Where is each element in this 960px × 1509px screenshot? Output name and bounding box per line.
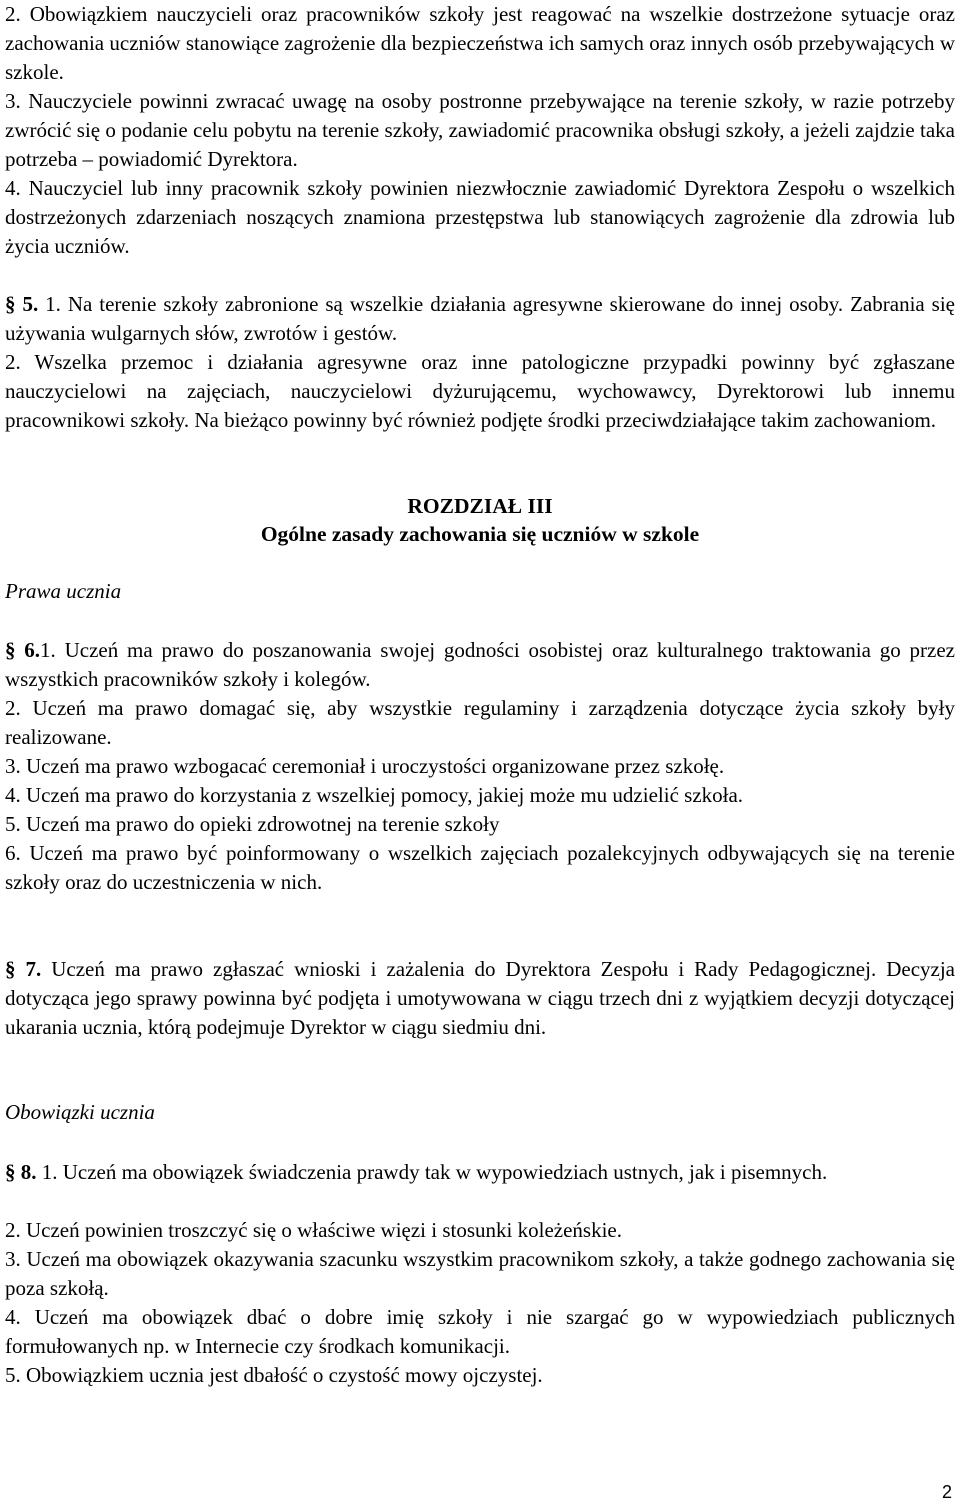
chapter-title: ROZDZIAŁ III (407, 494, 553, 518)
section-8-point-3 (5, 1245, 955, 1303)
section-6-point-1 (5, 636, 955, 694)
paragraph-3 (5, 87, 955, 174)
paragraph-text: 5. Obowiązkiem ucznia jest dbałość o czystość mowy ojczystej. (5, 1363, 543, 1387)
section-6-point-4 (5, 781, 955, 810)
section-8-point-5 (5, 1361, 955, 1390)
paragraph-text: 2. Obowiązkiem nauczycieli oraz pracowników szkoły jest reagować na wszelkie dostrzeżone sytuacje oraz zachowania uczniów stanowiące zagrożenie dla bezpieczeństwa ich samych oraz innych osób przebywających w szkole. (5, 2, 955, 84)
paragraph-4 (5, 174, 955, 261)
paragraph-text: 2. Uczeń ma prawo domagać się, aby wszystkie regulaminy i zarządzenia dotyczące życia szkoły były realizowane. (5, 696, 955, 749)
paragraph-text: 4. Uczeń ma obowiązek dbać o dobre imię szkoły i nie szargać go w wypowiedziach publicznych formułowanych np. w Internecie czy środkach komunikacji. (5, 1305, 955, 1358)
section-mark: § 7. (5, 957, 42, 981)
section-mark: § 8. (5, 1160, 37, 1184)
paragraph-text: 4. Uczeń ma prawo do korzystania z wszelkiej pomocy, jakiej może mu udzielić szkoła. (5, 783, 744, 807)
section-mark: § 5. (5, 292, 39, 316)
paragraph-text: 5. Uczeń ma prawo do opieki zdrowotnej na terenie szkoły (5, 812, 500, 836)
paragraph-text: 3. Nauczyciele powinni zwracać uwagę na osoby postronne przebywające na terenie szkoły, w razie potrzeby zwrócić się o podanie celu pobytu na terenie szkoły, zawiadomić pracownika obsługi szkoły, a jeżeli zajdzie taka potrzeba – powiadomić Dyrektora. (5, 89, 955, 171)
paragraph-text: 3. Uczeń ma prawo wzbogacać ceremoniał i uroczystości organizowane przez szkołę. (5, 754, 725, 778)
paragraph-text: 2. Uczeń powinien troszczyć się o właściwe więzi i stosunki koleżeńskie. (5, 1218, 622, 1242)
section-6-point-3 (5, 752, 955, 781)
chapter-subtitle: Ogólne zasady zachowania się uczniów w szkole (260, 522, 700, 546)
section-6-point-2 (5, 694, 955, 752)
paragraph-text: 2. Wszelka przemoc i działania agresywne oraz inne patologiczne przypadki powinny być zgłaszane nauczycielowi na zajęciach, nauczycielowi dyżurującemu, wychowawcy, Dyrektorowi lub innemu pracownikowi szkoły. Na bieżąco powinny być również podjęte środki przeciwdziałające takim zachowaniom. (5, 350, 955, 432)
paragraph-text: Uczeń ma prawo zgłaszać wnioski i zażalenia do Dyrektora Zespołu i Rady Pedagogicznej. Decyzja dotycząca jego sprawy powinna być podjęta i umotywowana w ciągu trzech dni z wyjątkiem decyzji dotyczącej ukarania ucznia, którą podejmuje Dyrektor w ciągu siedmiu dni. (5, 957, 955, 1039)
section-5-point-1 (5, 290, 955, 348)
paragraph-text: 1. Uczeń ma obowiązek świadczenia prawdy tak w wypowiedziach ustnych, jak i pisemnych. (36, 1160, 828, 1184)
section-5-point-2 (5, 348, 955, 435)
section-7 (5, 955, 955, 1042)
paragraph-text: 1. Uczeń ma prawo do poszanowania swojej godności osobistej oraz kulturalnego traktowania go przez wszystkich pracowników szkoły i kolegów. (5, 638, 955, 691)
section-6-point-5 (5, 810, 955, 839)
paragraph-text: 1. Na terenie szkoły zabronione są wszelkie działania agresywne skierowane do innej osoby. Zabrania się używania wulgarnych słów, zwrotów i gestów. (5, 292, 955, 345)
section-mark: § 6. (5, 638, 41, 662)
page-number: 2 (941, 1482, 952, 1502)
section-8-point-4 (5, 1303, 955, 1361)
section-6-point-6 (5, 839, 955, 897)
duties-heading: Obowiązki ucznia (5, 1100, 155, 1124)
rights-heading: Prawa ucznia (5, 579, 122, 603)
paragraph-text: 4. Nauczyciel lub inny pracownik szkoły powinien niezwłocznie zawiadomić Dyrektora Zespołu o wszelkich dostrzeżonych zdarzeniach noszących znamiona przestępstwa lub stanowiących zagrożenie dla zdrowia lub życia uczniów. (5, 176, 955, 258)
paragraph-2 (5, 0, 955, 87)
paragraph-text: 6. Uczeń ma prawo być poinformowany o wszelkich zajęciach pozalekcyjnych odbywających się na terenie szkoły oraz do uczestniczenia w nich. (5, 841, 955, 894)
section-8-point-1 (5, 1158, 955, 1187)
section-8-point-2 (5, 1216, 955, 1245)
paragraph-text: 3. Uczeń ma obowiązek okazywania szacunku wszystkim pracownikom szkoły, a także godnego zachowania się poza szkołą. (5, 1247, 955, 1300)
